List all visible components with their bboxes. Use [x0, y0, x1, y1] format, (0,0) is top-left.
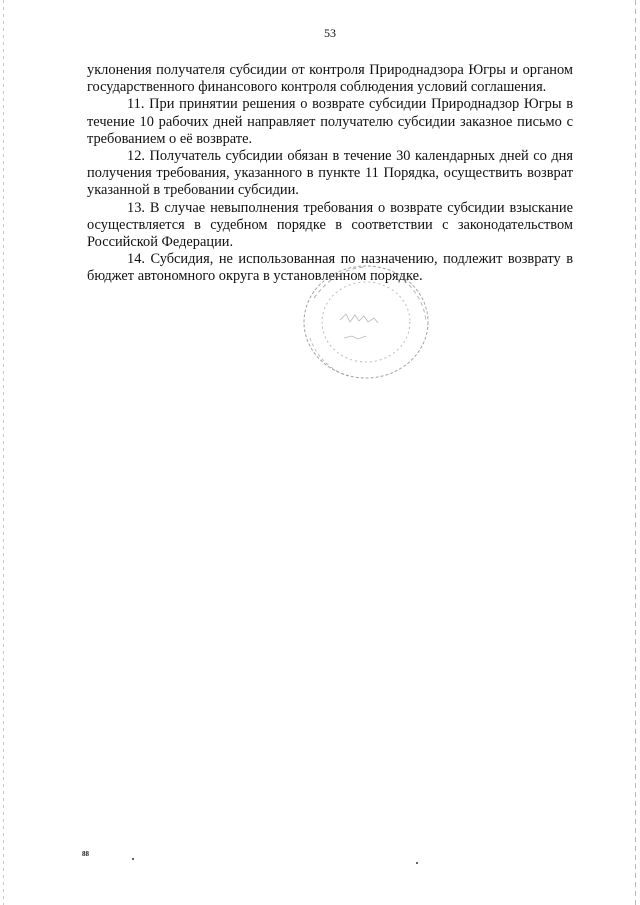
footer-mark: 88 — [82, 850, 89, 858]
paragraph-13: 13. В случае невыполнения требования о возврате субсидии взыскание осуществляется в судебном порядке в соответствии с законодательством Российской Федерации. — [87, 199, 573, 251]
official-stamp — [296, 258, 436, 388]
scan-edge-left — [3, 0, 4, 905]
speck-dot — [132, 858, 134, 860]
scan-edge-right — [635, 0, 636, 905]
speck-dot — [416, 862, 418, 864]
paragraph-12: 12. Получатель субсидии обязан в течение 30 календарных дней со дня получения требования, указанного в пункте 11 Порядка, осуществить возврат указанной в требовании субсидии. — [87, 148, 573, 199]
paragraph-11: 11. При принятии решения о возврате субсидии Природнадзор Югры в течение 10 рабочих дней направляет получателю субсидии заказное письмо с требованием о её возврате. — [87, 96, 573, 147]
page-number: 53 — [324, 26, 336, 40]
paragraph-14: 14. Субсидия, не использованная по назначению, подлежит возврату в бюджет автономного округа в установленном порядке. — [87, 251, 573, 285]
document-body — [87, 62, 573, 286]
paragraph-continuation: уклонения получателя субсидии от контроля Природнадзора Югры и органом государственного финансового контроля соблюдения условий соглашения. — [87, 62, 573, 96]
